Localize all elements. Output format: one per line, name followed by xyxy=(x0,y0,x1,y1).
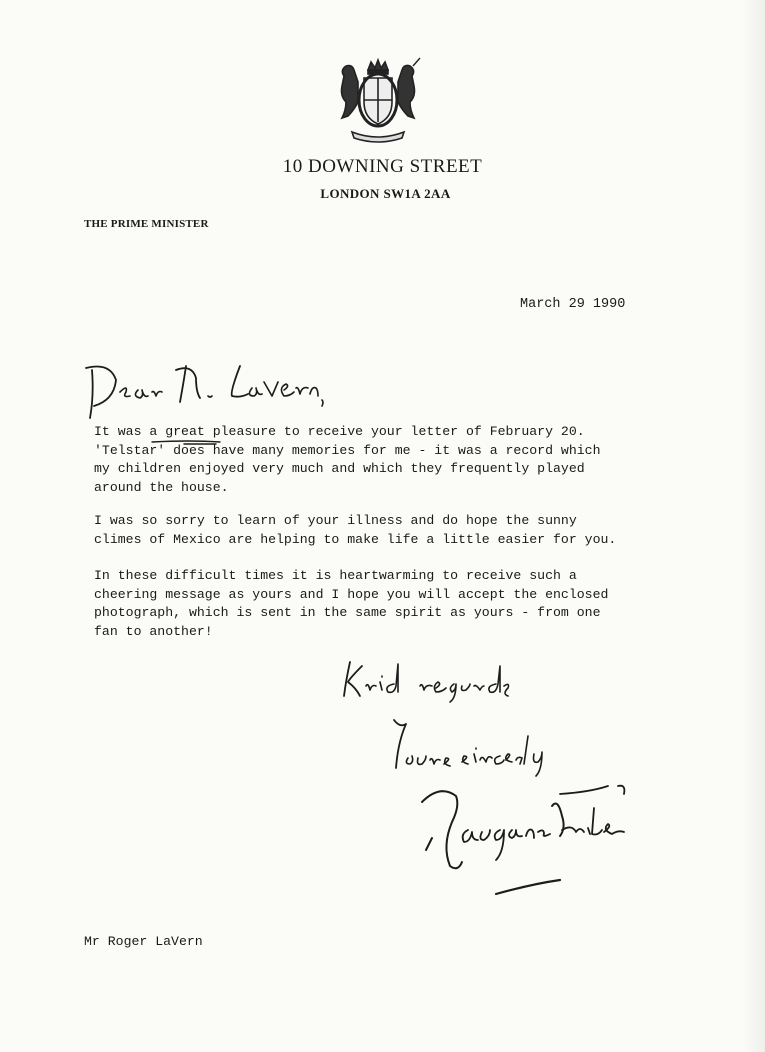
letter-date: March 29 1990 xyxy=(520,297,626,312)
handwritten-signature xyxy=(412,776,652,900)
sender-office-title: THE PRIME MINISTER xyxy=(84,218,209,230)
handwritten-closing-kind-regards xyxy=(338,656,518,704)
letter-paragraph-3: In these difficult times it is heartwarming to receive such a cheering message as yours and I hope you will accept the enclosed photograph, which is sent in the same spirit as yours - from one fan to another! xyxy=(94,568,609,639)
handwritten-salutation xyxy=(80,356,340,426)
letter-paragraph-1: It was a great pleasure to receive your letter of February 20. 'Telstar' does have many memories for me - it was a record which my children enjoyed very much and which they frequently played around the house. xyxy=(94,424,601,495)
page-edge-shadow xyxy=(743,0,765,1052)
handwritten-closing-yours-sincerely xyxy=(388,714,558,780)
letterhead-address: 10 DOWNING STREET xyxy=(282,156,483,177)
recipient-name: Mr Roger LaVern xyxy=(84,934,203,949)
letter-paragraph-2: I was so sorry to learn of your illness and do hope the sunny climes of Mexico are helping to make life a little easier for you. xyxy=(94,513,617,547)
royal-coat-of-arms-icon xyxy=(330,56,426,146)
handwritten-overline xyxy=(182,440,222,448)
letterhead-city: LONDON SW1A 2AA xyxy=(320,186,451,201)
